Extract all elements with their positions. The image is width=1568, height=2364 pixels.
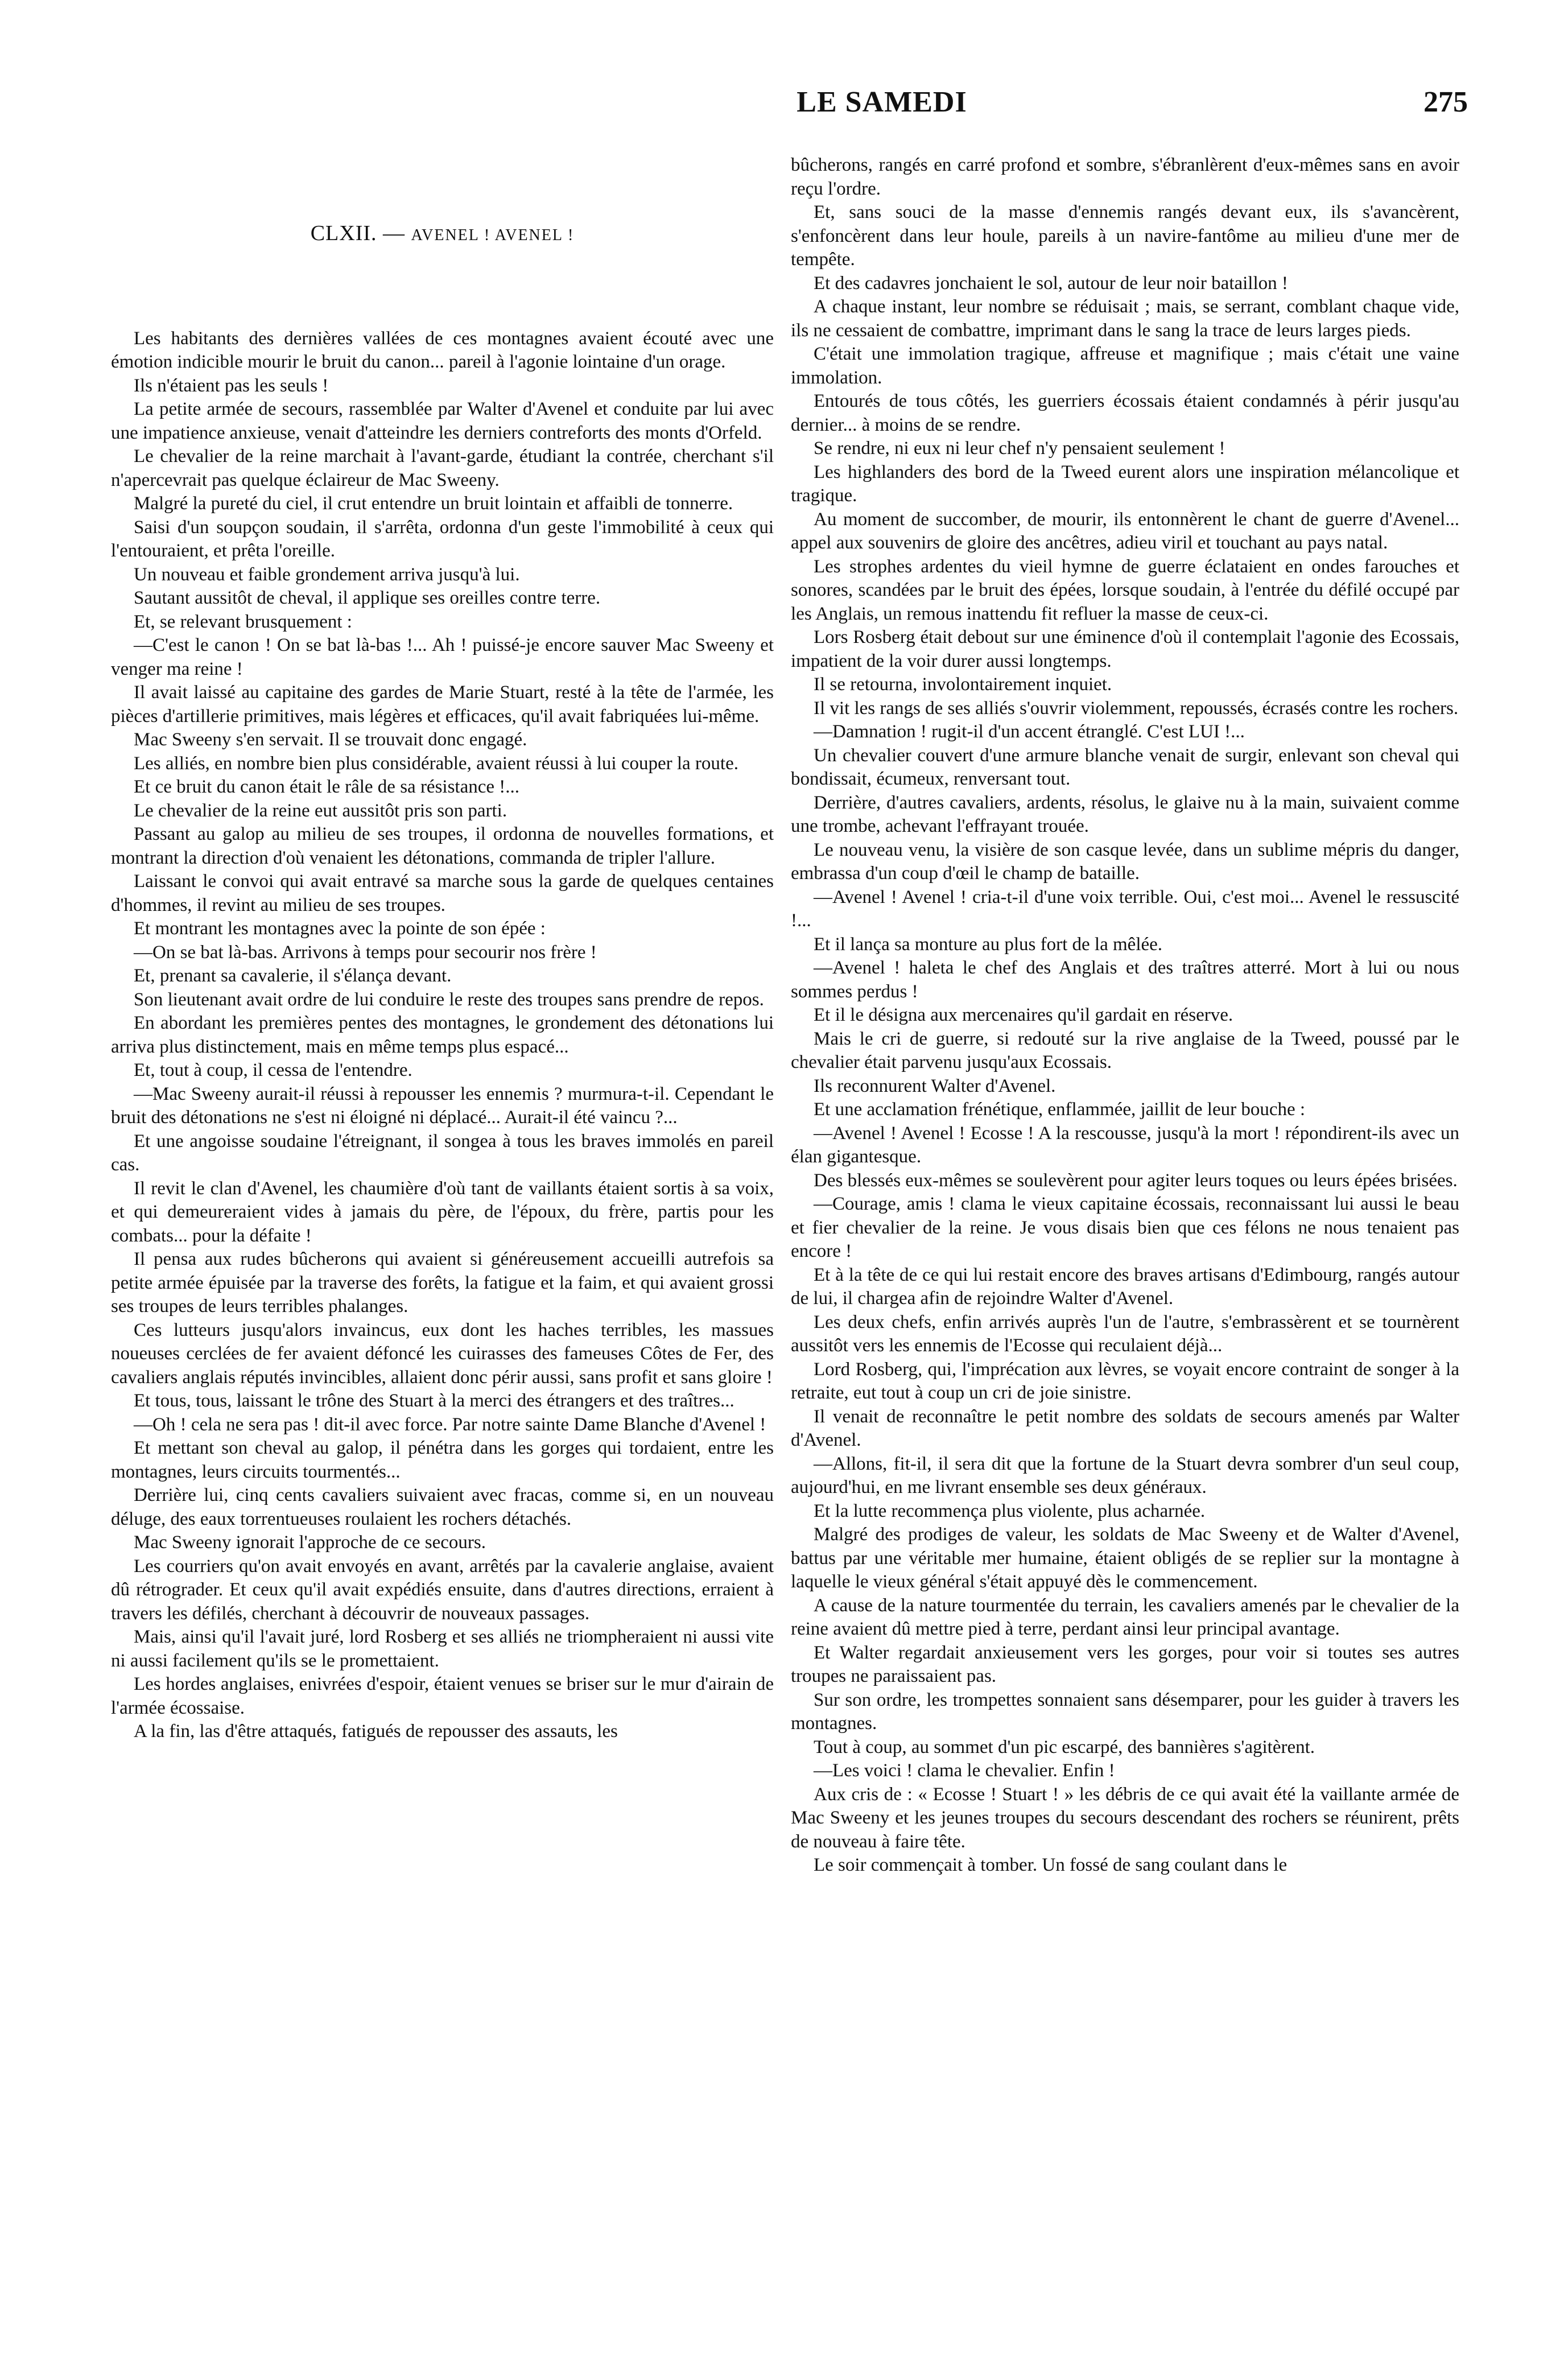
paragraph: Et la lutte recommença plus violente, plus acharnée.	[814, 1500, 1206, 1521]
chapter-number: CLXII. —	[310, 221, 406, 245]
paragraph: Malgré la pureté du ciel, il crut entendre un bruit lointain et affaibli de tonnerre.	[134, 493, 733, 514]
page-number: 275	[1423, 86, 1468, 118]
paragraph: A chaque instant, leur nombre se réduisait ; mais, se serrant, comblant chaque vide, ils ne cessaient de combattre, imprimant dans le sang la trace de leurs larges pieds.	[791, 296, 1459, 341]
paragraph: —C'est le canon ! On se bat là-bas !... Ah ! puissé-je encore sauver Mac Sweeny et venger ma reine !	[111, 635, 774, 679]
paragraph: Sur son ordre, les trompettes sonnaient sans désemparer, pour les guider à travers les montagnes.	[791, 1689, 1459, 1734]
paragraph: Et une acclamation frénétique, enflammée, jaillit de leur bouche :	[814, 1099, 1306, 1120]
paragraph: —Damnation ! rugit-il d'un accent étranglé. C'est LUI !...	[814, 721, 1245, 742]
left-column	[111, 154, 774, 1744]
paragraph: —Oh ! cela ne sera pas ! dit-il avec force. Par notre sainte Dame Blanche d'Avenel !	[134, 1414, 766, 1435]
paragraph: Laissant le convoi qui avait entravé sa marche sous la garde de quelques centaines d'hommes, il revint au milieu de ses troupes.	[111, 871, 774, 915]
right-column-paragraphs	[791, 154, 1459, 1878]
paragraph: Et une angoisse soudaine l'étreignant, il songea à tous les braves immolés en pareil cas.	[111, 1131, 774, 1175]
paragraph: Saisi d'un soupçon soudain, il s'arrêta, ordonna d'un geste l'immobilité à ceux qui l'entouraient, et prêta l'oreille.	[111, 517, 774, 561]
paragraph: Il se retourna, involontairement inquiet.	[814, 674, 1112, 695]
paragraph: Les strophes ardentes du vieil hymne de guerre éclataient en ondes farouches et sonores, scandées par le bruit des épées, lorsque soudain, à l'entrée du défilé occupé par les Anglais, un remous inattendu fit refluer la masse de ceux-ci.	[791, 556, 1459, 624]
paragraph: Tout à coup, au sommet d'un pic escarpé, des bannières s'agitèrent.	[814, 1736, 1315, 1757]
paragraph: —Les voici ! clama le chevalier. Enfin !	[814, 1760, 1115, 1781]
paragraph: Le nouveau venu, la visière de son casque levée, dans un sublime mépris du danger, embrassa d'un coup d'œil le champ de bataille.	[791, 839, 1459, 884]
paragraph: En abordant les premières pentes des montagnes, le grondement des détonations lui arriva plus distinctement, mais en même temps plus espacé...	[111, 1013, 774, 1057]
paragraph: Aux cris de : « Ecosse ! Stuart ! » les débris de ce qui avait été la vaillante armée de Mac Sweeny et les jeunes troupes du secours descendant des rochers se réunirent, prêts de nouveau à faire tête.	[791, 1784, 1459, 1852]
paragraph: Les habitants des dernières vallées de ces montagnes avaient écouté avec une émotion indicible mourir le bruit du canon... pareil à l'agonie lointaine d'un orage.	[111, 328, 774, 372]
paragraph: Il revit le clan d'Avenel, les chaumière d'où tant de vaillants étaient sortis à sa voix, et qui demeureraient vides à jamais du père, de l'époux, du frère, partis pour les combats... pour la défaite !	[111, 1178, 774, 1246]
paragraph: Se rendre, ni eux ni leur chef n'y pensaient seulement !	[814, 438, 1225, 459]
paragraph: Malgré des prodiges de valeur, les soldats de Mac Sweeny et de Walter d'Avenel, battus par une véritable mer humaine, étaient obligés de se replier sur la montagne à laquelle le vieux général s'était appuyé dès le commencement.	[791, 1524, 1459, 1592]
paragraph: Ils n'étaient pas les seuls !	[134, 375, 329, 396]
paragraph: Derrière, d'autres cavaliers, ardents, résolus, le glaive nu à la main, suivaient comme une trombe, achevant l'effrayant trouée.	[791, 792, 1459, 836]
paragraph: —On se bat là-bas. Arrivons à temps pour secourir nos frère !	[134, 942, 597, 963]
paragraph: Il vit les rangs de ses alliés s'ouvrir violemment, repoussés, écrasés contre les rochers.	[814, 698, 1459, 719]
paragraph: Il pensa aux rudes bûcherons qui avaient si généreusement accueilli autrefois sa petite armée épuisée par la traverse des forêts, la fatigue et la faim, et qui avaient grossi ses troupes de leurs terribles phalanges.	[111, 1249, 774, 1317]
paragraph: Lord Rosberg, qui, l'imprécation aux lèvres, se voyait encore contraint de songer à la retraite, eut tout à coup un cri de joie sinistre.	[791, 1359, 1459, 1403]
paragraph: Ces lutteurs jusqu'alors invaincus, eux dont les haches terribles, les massues noueuses cerclées de fer avaient défoncé les cuirasses des fameuses Côtes de Fer, des cavaliers anglais réputés invincibles, allaient donc périr aussi, sans profit et sans gloire !	[111, 1319, 774, 1388]
paragraph: La petite armée de secours, rassemblée par Walter d'Avenel et conduite par lui avec une impatience anxieuse, venait d'atteindre les derniers contreforts des monts d'Orfeld.	[111, 399, 774, 443]
paragraph: Lors Rosberg était debout sur une éminence d'où il contemplait l'agonie des Ecossais, impatient de la voir durer aussi longtemps.	[791, 627, 1459, 671]
paragraph: Sautant aussitôt de cheval, il applique ses oreilles contre terre.	[134, 588, 601, 608]
paragraph: Il venait de reconnaître le petit nombre des soldats de secours amenés par Walter d'Avenel.	[791, 1406, 1459, 1450]
paragraph: Et à la tête de ce qui lui restait encore des braves artisans d'Edimbourg, rangés autour de lui, il chargea afin de rejoindre Walter d'Avenel.	[791, 1264, 1459, 1309]
paragraph: Des blessés eux-mêmes se soulevèrent pour agiter leurs toques ou leurs épées brisées.	[814, 1170, 1458, 1191]
chapter-title: AVENEL ! AVENEL !	[411, 226, 575, 244]
paragraph: Mais, ainsi qu'il l'avait juré, lord Rosberg et ses alliés ne triompheraient ni aussi vite ni aussi facilement qu'ils se le promettaient.	[111, 1627, 774, 1671]
paragraph: Les alliés, en nombre bien plus considérable, avaient réussi à lui couper la route.	[134, 753, 738, 774]
paragraph: Et, prenant sa cavalerie, il s'élança devant.	[134, 966, 452, 986]
paragraph: Et, se relevant brusquement :	[134, 611, 352, 632]
paragraph: Et mettant son cheval au galop, il pénétra dans les gorges qui tordaient, entre les montagnes, leurs circuits tourmentés...	[111, 1438, 774, 1482]
paragraph: Et montrant les montagnes avec la pointe de son épée :	[134, 918, 546, 939]
paragraph: Et, tout à coup, il cessa de l'entendre.	[134, 1060, 412, 1080]
paragraph: Mac Sweeny s'en servait. Il se trouvait donc engagé.	[134, 729, 527, 750]
paragraph: A cause de la nature tourmentée du terrain, les cavaliers amenés par le chevalier de la reine avaient dû mettre pied à terre, perdant ainsi leur principal avantage.	[791, 1595, 1459, 1639]
paragraph: —Mac Sweeny aurait-il réussi à repousser les ennemis ? murmura-t-il. Cependant le bruit des détonations ne s'est ni éloigné ni déplacé... Aurait-il été vaincu ?...	[111, 1083, 774, 1128]
paragraph: Derrière lui, cinq cents cavaliers suivaient avec fracas, comme si, en un nouveau déluge, des eaux torrentueuses roulaient les rochers détachés.	[111, 1485, 774, 1529]
page-header-title: LE SAMEDI	[797, 86, 967, 118]
paragraph: Et des cadavres jonchaient le sol, autour de leur noir bataillon !	[814, 273, 1288, 294]
paragraph: Et il le désigna aux mercenaires qu'il gardait en réserve.	[814, 1005, 1233, 1025]
paragraph: —Courage, amis ! clama le vieux capitaine écossais, reconnaissant lui aussi le beau et fier chevalier de la reine. Je vous disais bien que ces félons ne nous tenaient pas encore !	[791, 1194, 1459, 1261]
paragraph: Les highlanders des bord de la Tweed eurent alors une inspiration mélancolique et tragique.	[791, 461, 1459, 506]
paragraph: Et tous, tous, laissant le trône des Stuart à la merci des étrangers et des traîtres...	[134, 1391, 735, 1411]
paragraph: Il avait laissé au capitaine des gardes de Marie Stuart, resté à la tête de l'armée, les pièces d'artillerie primitives, mais légères et efficaces, qu'il avait fabriquées lui-même.	[111, 682, 774, 727]
paragraph: Entourés de tous côtés, les guerriers écossais étaient condamnés à périr jusqu'au dernier... à moins de se rendre.	[791, 391, 1459, 435]
paragraph: Les deux chefs, enfin arrivés auprès l'un de l'autre, s'embrassèrent et se tournèrent aussitôt vers les ennemis de l'Ecosse qui reculaient déjà...	[791, 1311, 1459, 1356]
paragraph: bûcherons, rangés en carré profond et sombre, s'ébranlèrent d'eux-mêmes sans en avoir reçu l'ordre.	[791, 155, 1459, 199]
paragraph: —Allons, fit-il, il sera dit que la fortune de la Stuart devra sombrer d'un seul coup, aujourd'hui, en me livrant ensemble ses deux généraux.	[791, 1453, 1459, 1497]
paragraph: Passant au galop au milieu de ses troupes, il ordonna de nouvelles formations, et montrant la direction d'où venaient les détonations, commanda de tripler l'allure.	[111, 824, 774, 868]
paragraph: Au moment de succomber, de mourir, ils entonnèrent le chant de guerre d'Avenel... appel aux souvenirs de gloire des ancêtres, adieu viril et touchant au pays natal.	[791, 509, 1459, 553]
paragraph: Et il lança sa monture au plus fort de la mêlée.	[814, 934, 1163, 955]
paragraph: A la fin, las d'être attaqués, fatigués de repousser des assauts, les	[134, 1721, 618, 1742]
paragraph: Les courriers qu'on avait envoyés en avant, arrêtés par la cavalerie anglaise, avaient dû rétrograder. Et ceux qu'il avait expédiés ensuite, dans d'autres directions, erraient à travers les défilés, cherchant à découvrir de nouveaux passages.	[111, 1556, 774, 1624]
paragraph: Mac Sweeny ignorait l'approche de ce secours.	[134, 1532, 486, 1553]
paragraph: Les hordes anglaises, enivrées d'espoir, étaient venues se briser sur le mur d'airain de l'armée écossaise.	[111, 1674, 774, 1718]
paragraph: Et, sans souci de la masse d'ennemis rangés devant eux, ils s'avancèrent, s'enfoncèrent dans leur houle, pareils à un navire-fantôme au milieu d'une mer de tempête.	[791, 202, 1459, 270]
paragraph: Le chevalier de la reine eut aussitôt pris son parti.	[134, 800, 507, 821]
paragraph: Et Walter regardait anxieusement vers les gorges, pour voir si toutes ses autres troupes ne paraissaient pas.	[791, 1642, 1459, 1686]
paragraph: Un nouveau et faible grondement arriva jusqu'à lui.	[134, 564, 520, 585]
paragraph: —Avenel ! Avenel ! Ecosse ! A la rescousse, jusqu'à la mort ! répondirent-ils avec un élan gigantesque.	[791, 1123, 1459, 1167]
paragraph: C'était une immolation tragique, affreuse et magnifique ; mais c'était une vaine immolation.	[791, 344, 1459, 388]
paragraph: Le soir commençait à tomber. Un fossé de sang coulant dans le	[814, 1855, 1288, 1875]
paragraph: Et ce bruit du canon était le râle de sa résistance !...	[134, 777, 520, 797]
paragraph: Ils reconnurent Walter d'Avenel.	[814, 1075, 1056, 1096]
right-column	[791, 154, 1459, 1878]
paragraph: Un chevalier couvert d'une armure blanche venait de surgir, enlevant son cheval qui bondissait, écumeux, renversant tout.	[791, 745, 1459, 789]
paragraph: Mais le cri de guerre, si redouté sur la rive anglaise de la Tweed, poussé par le chevalier était parvenu jusqu'aux Ecossais.	[791, 1028, 1459, 1072]
paragraph: —Avenel ! Avenel ! cria-t-il d'une voix terrible. Oui, c'est moi... Avenel le ressuscité !...	[791, 886, 1459, 931]
paragraph: Le chevalier de la reine marchait à l'avant-garde, étudiant la contrée, cherchant s'il n'apercevrait pas quelque éclaireur de Mac Sweeny.	[111, 446, 774, 490]
left-column-paragraphs	[111, 327, 774, 1744]
chapter-heading	[111, 222, 774, 247]
paragraph: Son lieutenant avait ordre de lui conduire le reste des troupes sans prendre de repos.	[134, 989, 764, 1010]
paragraph: —Avenel ! haleta le chef des Anglais et des traîtres atterré. Mort à lui ou nous sommes perdus !	[791, 958, 1459, 1002]
